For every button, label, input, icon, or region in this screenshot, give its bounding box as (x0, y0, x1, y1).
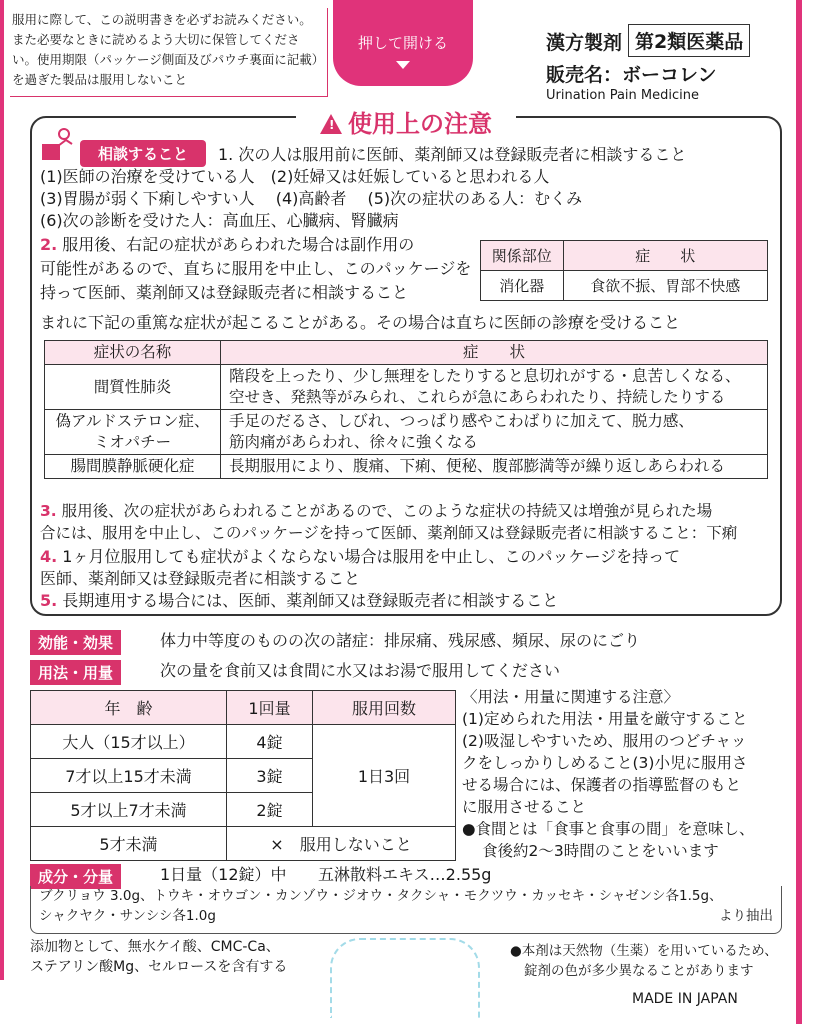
push-open-tab[interactable] (333, 0, 473, 86)
side-table-header: 関係部位 (481, 241, 564, 271)
item4-line1: 4. 1ヶ月位服用しても症状がよくならない場合は服用を中止し、このパッケージを持って (40, 547, 681, 566)
table-row: 腸間膜静脈硬化症 長期服用により、腹痛、下痢、便秘、腹部膨満等が繰り返しあらわれる (45, 455, 768, 479)
item5-line1: 5. 長期連用する場合には、医師、薬剤師又は登録販売者に相談すること (40, 591, 559, 610)
dosage-text: 次の量を食前又は食間に水又はお湯で服用してください (160, 661, 561, 680)
dosage-table-header: 1回量 (227, 691, 313, 725)
natural-note-1: ●本剤は天然物（生薬）を用いているため、 (510, 943, 778, 959)
tab-label: 押して開ける (357, 34, 448, 52)
severe-symptom-table (44, 340, 768, 479)
efficacy-label: 効能・効果 (30, 630, 121, 655)
daily-amount: 1日量（12錠）中 (160, 865, 287, 884)
rare-note: まれに下記の重篤な症状が起こることがある。その場合は直ちに医師の診療を受けること (40, 313, 681, 332)
efficacy-text: 体力中等度のものの次の諸症：排尿痛、残尿感、頻尿、尿のにごり (160, 631, 641, 650)
right-edge-bar (796, 0, 802, 1024)
additive-line2: ステアリン酸Mg、セルロースを含有する (30, 959, 288, 975)
item1-line-b: (3)胃腸が弱く下痢しやすい人 (4)高齢者 (5)次の症状のある人：むくみ (40, 189, 583, 208)
english-name: Urination Pain Medicine (546, 88, 699, 103)
severe-table-header: 症 状 (221, 341, 768, 365)
left-edge-bar (0, 0, 4, 980)
dosage-label: 用法・用量 (30, 660, 121, 685)
table-row: 消化器 食欲不振、胃部不快感 (481, 271, 768, 301)
side-table-header: 症 状 (563, 241, 767, 271)
table-row: 間質性肺炎 階段を上ったり、少し無理をしたりすると息切れがする・息苦しくなる、 空せき、発熱等がみられ、これらが急にあらわれたり、持続したりする (45, 365, 768, 410)
side-effect-table (480, 240, 768, 301)
severe-table-header: 症状の名称 (45, 341, 221, 365)
table-row: 大人（15才以上） 4錠 1日3回 (31, 725, 456, 759)
drug-class-badge: 第2類医薬品 (628, 24, 750, 57)
dashed-tear-line (330, 938, 480, 1018)
extract-amount: 五淋散料エキス…2.55g (318, 865, 492, 884)
item3-line2: 合には、服用を中止し、このパッケージを持って医師、薬剤師又は登録販売者に相談すること：下痢 (40, 524, 738, 542)
item2-line3: 持って医師、薬剤師又は登録販売者に相談すること (40, 283, 409, 302)
table-row: 5才以上7才未満 2錠 (31, 793, 456, 827)
dosage-table-header: 年 齢 (31, 691, 227, 725)
frequency-cell: 1日3回 (313, 725, 456, 827)
ingredients-label: 成分・分量 (30, 864, 121, 889)
item2-line2: 可能性があるので、直ちに服用を中止し、このパッケージを (40, 259, 472, 278)
warning-icon: ! (320, 114, 342, 134)
item1-line-a: (1)医師の治療を受けている人 (2)妊婦又は妊娠していると思われる人 (40, 167, 550, 186)
made-in-japan: MADE IN JAPAN (632, 991, 738, 1007)
item3-line1: 3. 服用後、次の症状があらわれることがあるので、このような症状の持続又は増強が見られた場 (40, 502, 713, 520)
item4-line2: 医師、薬剤師又は登録販売者に相談すること (40, 569, 361, 588)
item2-line1: 2. 服用後、右記の症状があらわれた場合は副作用の (40, 235, 415, 254)
caution-title: 使用上の注意 (348, 110, 492, 138)
consult-person-icon (40, 126, 74, 162)
dosage-notes: 〈用法・用量に関連する注意〉 (1)定められた用法・用量を厳守すること (2)吸湿しやすいため、服用のつどチャッ クをしっかりしめること(3)小児に服用さ せる場合には、保護者の指導監督のもと に服用させること ●食間とは「食事と食事の間」を意味し、 食後約2〜3時間のことをいいます (462, 688, 755, 860)
top-note: 服用に際して、この説明書きを必ずお読みください。また必要なときに読めるよう大切に保管してください。使用期限（パッケージ側面及びパウチ裏面に記載）を過ぎた製品は服用しないこと (10, 8, 328, 97)
seller-name: 販売名：ボーコレン (546, 64, 717, 86)
dosage-table (30, 690, 456, 861)
item1-line-c: (6)次の診断を受けた人：高血圧、心臓病、腎臓病 (40, 211, 399, 230)
ingredients-box: ブクリョウ 3.0g、トウキ・オウゴン・カンゾウ・ジオウ・タクシャ・モクツウ・カッセキ・シャゼンシ各1.5g、 シャクヤク・サンシシ各1.0g より抽出 (30, 886, 782, 934)
natural-note-2: 錠剤の色が多少異なることがあります (524, 963, 754, 979)
caution-title-wrap (296, 104, 516, 138)
arrow-down-icon (396, 61, 410, 69)
consult-label: 相談すること (80, 140, 206, 167)
table-row: 5才未満 × 服用しないこと (31, 827, 456, 861)
table-row: 7才以上15才未満 3錠 (31, 759, 456, 793)
kampo-label: 漢方製剤 (546, 32, 623, 54)
item1-text: 1. 次の人は服用前に医師、薬剤師又は登録販売者に相談すること (218, 145, 687, 164)
dosage-table-header: 服用回数 (313, 691, 456, 725)
table-row: 偽アルドステロン症、ミオパチー 手足のだるさ、しびれ、つっぱり感やこわばりに加えて、脱力感、 筋肉痛があらわれ、徐々に強くなる (45, 410, 768, 455)
additive-line1: 添加物として、無水ケイ酸、CMC-Ca、 (30, 939, 280, 955)
